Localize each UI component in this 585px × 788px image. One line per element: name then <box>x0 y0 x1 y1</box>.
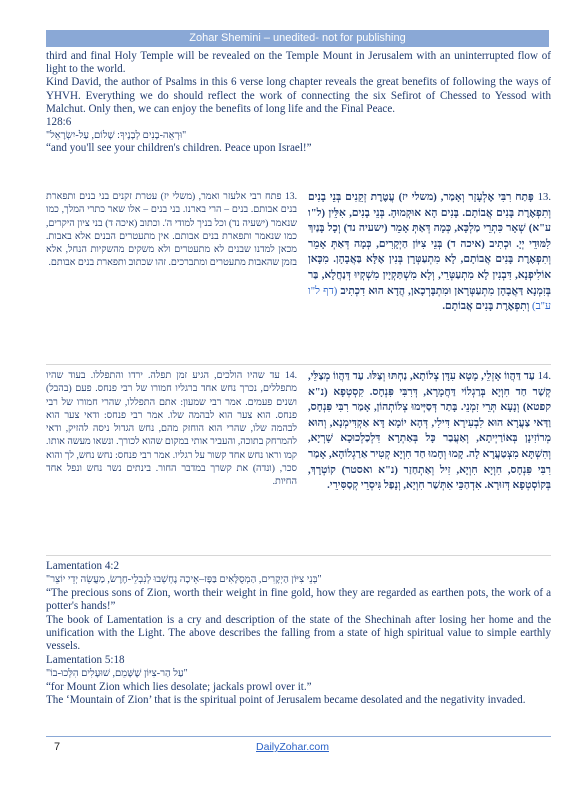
lamentation-ref-2: Lamentation 5:18 <box>46 653 125 666</box>
aramaic-text: עַד דַּהֲווֹ אָזְלֵי, מָטָא עִדָּן צְלוֹתָא, נַחְתּוּ וְצַלּוּ. עַד דַּהֲווֹ מְצַלֵּי, קְשַׁר חַד חִוְיָא בְּרַגְלוֹי דַּחֲמָרָא, דְּרִבִּי פִּנְחָס. קִסְטְפָא (נ"א קפטא) וְנָעָא תְּרֵי זִמְנֵי. בָּתַר דְּסַיְּימוּ צְלוֹתְהוֹן, אָמַר רִבִּי פִּנְחָס, וַדַּאי צַעֲרָא הוּא לִבְעִירָא דִּילִי, דְּהָא יוֹמָא דָּא אַקְדִּימְנָא, וְהוּא מְרוֹזִינָן בְּאוֹרַיְיתָא, וְאַעֲבַר כָּל בְּאַתְרָא דִּלְכַלְכוּכָא שָׁרְיָא, וְהִשְׁתָּא מִצְטַעֲרָא לָה. קָמוּ וְחָמוּ חַד חִוְיָא קְטִיר אַרַגְלוֹהָא, אָמַר רִבִּי פִּנְחָס, חִוְיָא חִוְיָא, זִיל וְאַתְחַזַר (נ"א ואסטר) קוֹטְרָךְ, בְּקוֹסְטְפָא דְּזוּרָא. אִדְהַכֵּי אִתְּשַׁר חִוְיָא, וְנָפַל גִּיסְרֵי קְסַסִּירֵי. <box>308 371 551 492</box>
lamentation-english-1: “The precious sons of Zion, worth their weight in fine gold, how they are regarded as earthen pots, the work of a potter's hands!” <box>46 586 551 613</box>
page-number: 7 <box>54 741 61 753</box>
zohar-aramaic-14 <box>308 369 551 494</box>
header-title: Zohar Shemini – unedited- not for publishing <box>189 32 406 44</box>
zohar-aramaic-13 <box>308 190 551 315</box>
intro-paragraph-1: third and final Holy Temple will be revealed on the Temple Mount in Jerusalem with an uninterrupted flow of light to the world. <box>46 50 551 76</box>
zohar-hebrew-14 <box>46 369 297 489</box>
footer-divider <box>46 736 551 737</box>
commentary-paragraph-2: The ‘Mountain of Zion’ that is the spiritual point of Jerusalem became desolated and the negativity invaded. <box>46 694 526 707</box>
verse-hebrew: "וּרְאֵה-בָנִים לְבָנֶיךָ: שָׁלוֹם, עַל-יִשְׂרָאֵל" <box>46 130 187 142</box>
lamentation-english-2: “for Mount Zion which lies desolate; jackals prowl over it.” <box>46 680 312 693</box>
paragraph-number: 13. <box>537 192 551 203</box>
page-header <box>46 30 549 47</box>
commentary-section <box>46 560 551 707</box>
intro-section <box>46 50 551 156</box>
commentary-paragraph-1: The book of Lamentation is a cry and description of the state of the Shechinah after losing her home and the unification with the Light. The above describes the falling from a state of high spiritual value to simple earthly vessels. <box>46 613 551 653</box>
paragraph-number: 13. <box>285 191 297 202</box>
lamentation-hebrew-2: "עַל הַר-צִיּוֹן שֶׁשָּׁמֵם, שׁוּעָלִים הִלְּכוּ-בוֹ" <box>46 668 188 680</box>
lamentation-ref-1: Lamentation 4:2 <box>46 560 120 572</box>
intro-paragraph-2: Kind David, the author of Psalms in this 6 verse long chapter reveals the great benefits of following the ways of YHVH. Everything we do should reflect the work of connecting the six Sefirot of Chessed to Yessod with Malchut. Only then, we can enjoy the benefits of long life and the Final Peace. <box>46 76 551 115</box>
section-divider <box>46 364 551 365</box>
lamentation-hebrew-1: "בְּנֵי צִיּוֹן הַיְקָרִים, הַמְסֻלָּאִים בַּפָּז–אֵיכָה נֶחְשְׁבוּ לְנִבְלֵי-חֶרֶשׂ, מַעֲשֵׂה יְדֵי יוֹצֵר" <box>46 574 322 586</box>
daf-reference: (דף ל"ו ע"ב) <box>308 285 551 313</box>
section-divider <box>46 555 551 556</box>
aramaic-text: פָּתַח רִבִּי אֶלְעָזָר וְאָמַר, (משלי יז) עֲטֶרֶת זְקֵנִים בְּנֵי בָנִים וְתִפְאֶרֶת בָּנִים אֲבוֹתָם. בָּנִים הָא אוּקְמוּהָ. בְּנֵי בָנִים, אִלֵּין (ל"ו ע"א) שְׁאָר כִּתְרֵי מַלְכָּא, כְּמָה דְּאַתְּ אָמֵר (ישעיה נד) וְכָל בָּנַיִךְ לִמּוּדֵי יְיָ. וּכְתִיב (איכה ד) בְּנֵי צִיּוֹן הַיְקָרִים, כְּמָה דְּאַתְּ אָמֵר וְתִפְאֶרֶת בָּנִים אֲבוֹתָם, לָא מִתְעַטְּרָן בְּנִין אֶלָּא בַּאֲבָהָן. מִכָּאן אוֹלִיפְנָא, דִּבְנִין לָא מִתְעַטְּרֵי, וְלָא מִשְׁתַּקְיָין מִשְׁקְיוּ דְּנַחֲלָא, בַּר בְּזִמְנָא דַּאֲבָהָן מִתְעַטְּרָאן וּמִתְבָּרְכָאן, הֲדָא הוּא דִכְתִיב <box>308 192 551 297</box>
verse-english: “and you'll see your children's children. Peace upon Israel!” <box>46 142 312 155</box>
hebrew-translation: עד שהיו הולכים, הגיע זמן תפלה. ירדו והתפללו. בעוד שהיו מתפללים, נכרך נחש אחד ברגליו חמורו של רבי פנחס. פעם (בהבל) ושנים פעמים. אמר רבי שמעון: אתם התפללו, שהרי חמורו של רבי פנחס. הוא צער הוא לבהמה שלו. אמר רבי פנחס: ודאי צער הוא לבהמה שלו, שהרי הוא הוחזק מהם, נחש הגדול ניסה להזיק, ודאי להמרחק בתוכה, והעביר אותי במקום שהוא לכורך. ונשאו מעשה אותו. קמו וראו נחש אחד קשור על רגליו. אמר רבי פנחס: נחש נחש, לך והוא סכר, (ונדה) את קשרך במדבר החור. בינתים נשר נחש ונפל אחד החיות. <box>46 370 297 488</box>
paragraph-number: 14. <box>285 370 297 381</box>
verse-reference: 128:6 <box>46 116 72 129</box>
zohar-hebrew-13 <box>46 190 297 270</box>
aramaic-text-end: וְתִפְאֶרֶת בָּנִים אֲבוֹתָם. <box>442 301 530 313</box>
footer-site-link[interactable]: DailyZohar.com <box>256 741 329 753</box>
hebrew-translation: פתח רבי אלעזר ואמר, (משלי יז) עטרת זקנים בני בנים ותפארת בנים אבותם. בנים – הרי בארנו. בני בנים – אלו שאר כתרי המלך, כמו שנאמר (ישעיה נד) וכל בניך למודי ה'. וכתוב (איכה ד) בני ציון היקרים, כמו שנאמר ותפארת בנים אבותם. אין מתעטרים הבנים אלא באבות. מכאן למדנו שבנים לא מתעטרים ולא משקים מהשקיות הנחל, אלא בזמן שהאבות מתעטרים ומתברכים. זהו שכתוב ותפארת בנים אבותם. <box>46 191 297 269</box>
paragraph-number: 14. <box>537 371 551 382</box>
